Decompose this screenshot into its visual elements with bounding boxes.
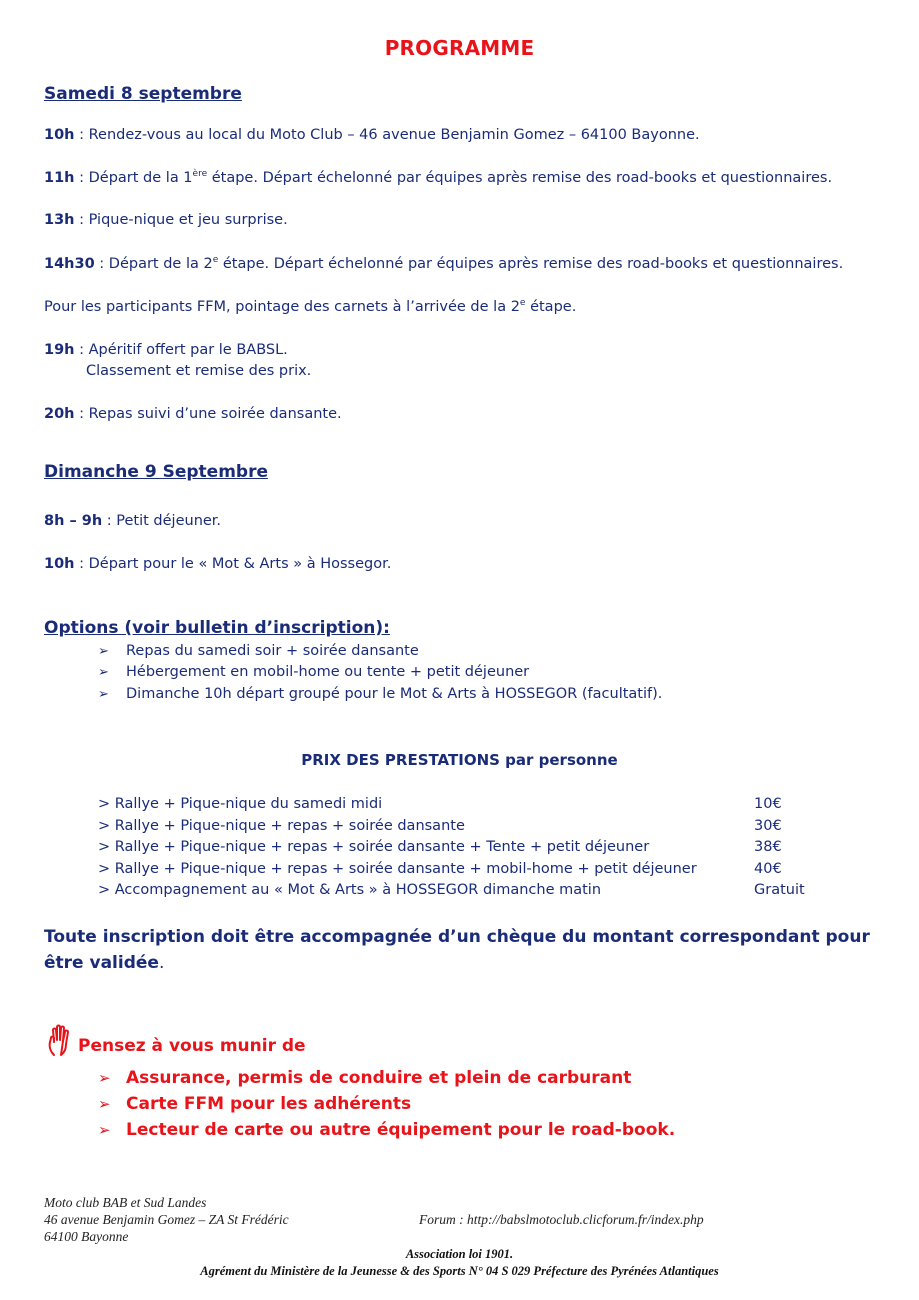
price-amount: 10€ [754, 796, 782, 812]
prices-title-bold: PRIX DES PRESTATIONS [301, 751, 500, 769]
arrow-bullet-icon: ➢ [98, 644, 109, 659]
schedule-text: : Apéritif offert par le BABSL. [74, 342, 288, 358]
reminder-text: Lecteur de carte ou autre équipement pour le road-book. [126, 1120, 676, 1140]
schedule-item [44, 256, 843, 272]
ordinal-suffix: ère [192, 169, 208, 179]
schedule-text: : Départ de la 2 [94, 256, 213, 272]
price-amount: 38€ [754, 839, 782, 855]
registration-note-text: Toute inscription doit être accompagnée d’un chèque du montant correspondant pour être validée [44, 927, 870, 973]
schedule-text: : Départ de la 1 [74, 170, 193, 186]
arrow-bullet-icon: ➢ [98, 1121, 111, 1139]
schedule-item [44, 127, 700, 143]
reminder-heading-text: Pensez à vous munir de [78, 1036, 306, 1056]
options-heading: Options (voir bulletin d’inscription): [44, 618, 390, 638]
arrow-bullet-icon: ➢ [98, 687, 109, 702]
schedule-item [44, 556, 391, 572]
price-label: > Accompagnement au « Mot & Arts » à HOSSEGOR dimanche matin [98, 882, 602, 898]
schedule-time: 14h30 [44, 256, 95, 272]
sunday-heading: Dimanche 9 Septembre [44, 462, 268, 482]
price-label: > Rallye + Pique-nique + repas + soirée dansante + mobil-home + petit déjeuner [98, 861, 697, 877]
price-label: > Rallye + Pique-nique + repas + soirée dansante [98, 818, 465, 834]
arrow-bullet-icon: ➢ [98, 1069, 111, 1087]
footer-forum: Forum : http://babslmotoclub.clicforum.fr/index.php [419, 1212, 704, 1227]
price-row [98, 861, 818, 877]
footer-address: 46 avenue Benjamin Gomez – ZA St Frédéric [44, 1212, 289, 1227]
saturday-heading: Samedi 8 septembre [44, 84, 242, 104]
reminder-heading [46, 1024, 306, 1058]
ffm-text: étape. [525, 299, 577, 315]
registration-note [44, 924, 874, 976]
option-item [98, 643, 419, 659]
schedule-time: 10h [44, 127, 75, 143]
schedule-text: : Pique-nique et jeu surprise. [74, 212, 288, 228]
price-amount: 40€ [754, 861, 782, 877]
footer-agrement: Agrément du Ministère de la Jeunesse & des Sports N° 04 S 029 Préfecture des Pyrénées Atlantiques [200, 1264, 719, 1278]
schedule-time: 20h [44, 406, 75, 422]
schedule-item [44, 212, 288, 228]
schedule-time: 13h [44, 212, 75, 228]
schedule-time: 8h – 9h [44, 513, 103, 529]
price-row [98, 839, 818, 855]
schedule-text: étape. Départ échelonné par équipes après remise des road-books et questionnaires. [218, 256, 844, 272]
hand-icon [46, 1024, 76, 1058]
schedule-time: 10h [44, 556, 75, 572]
schedule-time: 19h [44, 342, 75, 358]
footer-city: 64100 Bayonne [44, 1229, 129, 1244]
schedule-text: étape. Départ échelonné par équipes après remise des road-books et questionnaires. [207, 170, 833, 186]
schedule-item [44, 342, 288, 358]
option-item [98, 664, 529, 680]
registration-note-end: . [158, 953, 165, 973]
ordinal-suffix: e [212, 255, 219, 265]
price-row [98, 882, 818, 898]
ffm-note [44, 299, 576, 315]
ffm-text: Pour les participants FFM, pointage des carnets à l’arrivée de la 2 [44, 299, 520, 315]
schedule-time: 11h [44, 170, 75, 186]
reminder-item [98, 1094, 411, 1114]
arrow-bullet-icon: ➢ [98, 1095, 111, 1113]
schedule-text-continued: Classement et remise des prix. [86, 363, 312, 379]
ordinal-suffix: e [519, 298, 526, 308]
option-text: Hébergement en mobil-home ou tente + petit déjeuner [126, 664, 530, 680]
option-text: Repas du samedi soir + soirée dansante [126, 643, 419, 659]
footer-association: Association loi 1901. [405, 1247, 514, 1261]
schedule-text: : Rendez-vous au local du Moto Club – 46 avenue Benjamin Gomez – 64100 Bayonne. [74, 127, 700, 143]
prices-title [0, 751, 919, 769]
reminder-item [98, 1120, 675, 1140]
price-label: > Rallye + Pique-nique du samedi midi [98, 796, 383, 812]
price-label: > Rallye + Pique-nique + repas + soirée dansante + Tente + petit déjeuner [98, 839, 650, 855]
reminder-item [98, 1068, 631, 1088]
page-title: PROGRAMME [384, 36, 535, 60]
footer-club-name: Moto club BAB et Sud Landes [44, 1195, 207, 1210]
schedule-text: : Petit déjeuner. [102, 513, 222, 529]
schedule-text: : Départ pour le « Mot & Arts » à Hossegor. [74, 556, 392, 572]
price-row [98, 796, 818, 812]
reminder-text: Carte FFM pour les adhérents [126, 1094, 412, 1114]
schedule-text: : Repas suivi d’une soirée dansante. [74, 406, 342, 422]
option-item [98, 686, 662, 702]
arrow-bullet-icon: ➢ [98, 665, 109, 680]
price-amount: Gratuit [754, 882, 805, 898]
schedule-item [44, 170, 832, 186]
option-text: Dimanche 10h départ groupé pour le Mot & Arts à HOSSEGOR (facultatif). [126, 686, 663, 702]
schedule-item [44, 513, 221, 529]
reminder-text: Assurance, permis de conduire et plein de carburant [126, 1068, 632, 1088]
price-row [98, 818, 818, 834]
schedule-item [44, 406, 342, 422]
prices-title-rest: par personne [499, 751, 618, 769]
price-amount: 30€ [754, 818, 782, 834]
